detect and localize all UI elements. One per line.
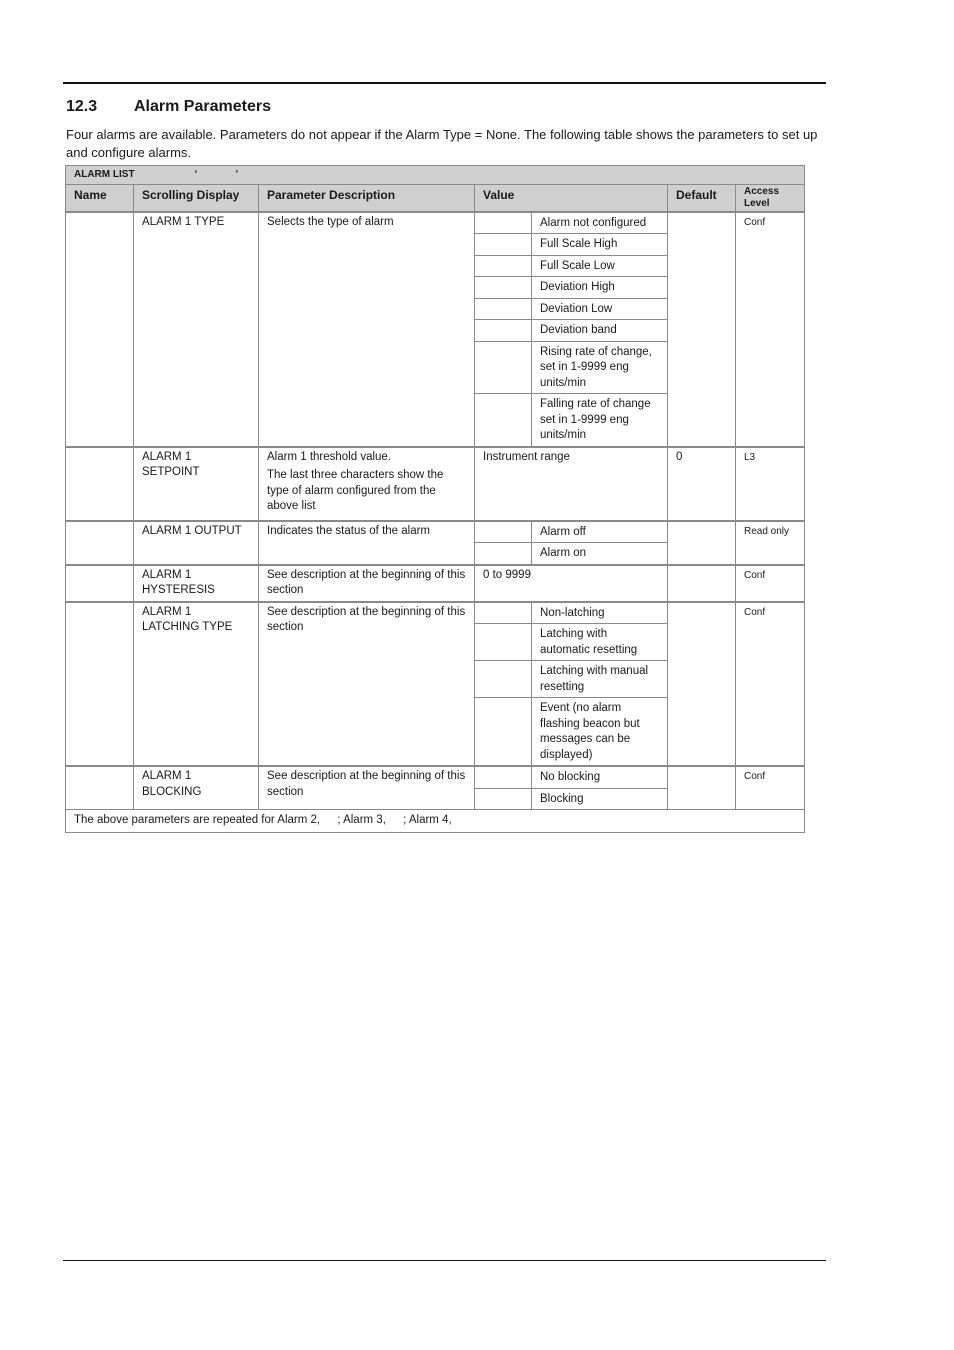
option-key <box>475 320 532 342</box>
option-value: Alarm on <box>532 543 668 565</box>
option-key <box>475 298 532 320</box>
top-rule <box>63 82 826 84</box>
option-value: Alarm off <box>532 521 668 543</box>
row-description: See description at the beginning of this section <box>259 766 475 810</box>
table-row <box>66 447 805 521</box>
option-value: Falling rate of change set in 1-9999 eng units/min <box>532 394 668 447</box>
option-value: Deviation band <box>532 320 668 342</box>
row-default <box>668 521 736 565</box>
table-header-row <box>66 184 805 212</box>
row-display: ALARM 1 BLOCKING <box>134 766 259 810</box>
row-default <box>668 766 736 810</box>
alarm-parameters-table <box>65 165 805 833</box>
row-name-cell <box>66 602 134 767</box>
option-key <box>475 341 532 394</box>
option-key <box>475 602 532 624</box>
intro-paragraph: Four alarms are available. Parameters do not appear if the Alarm Type = None. The following table shows the parameters to set up and configure alarms. <box>66 127 818 160</box>
list-title-mark: ‘ <box>194 169 198 180</box>
option-value: Latching with manual resetting <box>532 661 668 698</box>
row-access: Conf <box>736 602 805 767</box>
row-access: Conf <box>736 212 805 447</box>
row-name-cell <box>66 212 134 447</box>
row-access: Conf <box>736 766 805 810</box>
list-title: ALARM LIST <box>74 169 135 180</box>
section-number: 12.3 <box>66 98 98 115</box>
option-key <box>475 661 532 698</box>
option-key <box>475 394 532 447</box>
footer-text: The above parameters are repeated for Alarm 2, <box>74 814 321 826</box>
row-value: Instrument range <box>475 447 668 521</box>
row-display: ALARM 1 LATCHING TYPE <box>134 602 259 767</box>
option-key <box>475 766 532 788</box>
footer-text: ; Alarm 4, <box>403 814 452 826</box>
option-value: No blocking <box>532 766 668 788</box>
header-name: Name <box>66 184 134 212</box>
list-title-mark: ’ <box>235 169 239 180</box>
option-key <box>475 543 532 565</box>
row-description: Selects the type of alarm <box>259 212 475 447</box>
option-value: Event (no alarm flashing beacon but messages can be displayed) <box>532 698 668 767</box>
row-access: Read only <box>736 521 805 565</box>
row-access: L3 <box>736 447 805 521</box>
option-key <box>475 277 532 299</box>
description-line: The last three characters show the type of alarm configured from the above list <box>267 469 444 512</box>
option-value: Deviation Low <box>532 298 668 320</box>
option-key <box>475 212 532 234</box>
option-key <box>475 234 532 256</box>
row-name-cell <box>66 447 134 521</box>
table-row <box>66 521 805 543</box>
table-row <box>66 766 805 788</box>
header-access-line: Level <box>744 197 770 209</box>
table-row <box>66 565 805 602</box>
row-name-cell <box>66 521 134 565</box>
bottom-rule <box>63 1260 826 1261</box>
header-value: Value <box>475 184 668 212</box>
row-default <box>668 212 736 447</box>
option-value: Full Scale Low <box>532 255 668 277</box>
row-display: ALARM 1 TYPE <box>134 212 259 447</box>
header-default: Default <box>668 184 736 212</box>
option-key <box>475 624 532 661</box>
row-display: ALARM 1 SETPOINT <box>134 447 259 521</box>
table-row <box>66 212 805 234</box>
description-line: Alarm 1 threshold value. <box>267 450 392 463</box>
row-access: Conf <box>736 565 805 602</box>
option-key <box>475 698 532 767</box>
table-footer-row <box>66 810 805 833</box>
header-scrolling-display: Scrolling Display <box>134 184 259 212</box>
option-value: Deviation High <box>532 277 668 299</box>
row-description <box>259 447 475 521</box>
option-value: Full Scale High <box>532 234 668 256</box>
header-access-line: Access <box>744 185 780 197</box>
option-key <box>475 255 532 277</box>
row-display: ALARM 1 OUTPUT <box>134 521 259 565</box>
table-title-row <box>66 166 805 185</box>
row-description: Indicates the status of the alarm <box>259 521 475 565</box>
option-value: Blocking <box>532 788 668 810</box>
section-title: Alarm Parameters <box>134 98 271 115</box>
row-display: ALARM 1 HYSTERESIS <box>134 565 259 602</box>
row-default <box>668 602 736 767</box>
header-description: Parameter Description <box>259 184 475 212</box>
table-footer <box>66 810 805 833</box>
footer-text: ; Alarm 3, <box>337 814 386 826</box>
row-name-cell <box>66 766 134 810</box>
row-description: See description at the beginning of this section <box>259 602 475 767</box>
option-value: Latching with automatic resetting <box>532 624 668 661</box>
table-row <box>66 602 805 624</box>
row-default <box>668 565 736 602</box>
option-value: Rising rate of change, set in 1-9999 eng units/min <box>532 341 668 394</box>
option-value: Non-latching <box>532 602 668 624</box>
header-access-level <box>736 184 805 212</box>
option-key <box>475 521 532 543</box>
row-value: 0 to 9999 <box>475 565 668 602</box>
option-value: Alarm not configured <box>532 212 668 234</box>
row-default: 0 <box>668 447 736 521</box>
row-name-cell <box>66 565 134 602</box>
row-description: See description at the beginning of this section <box>259 565 475 602</box>
option-key <box>475 788 532 810</box>
